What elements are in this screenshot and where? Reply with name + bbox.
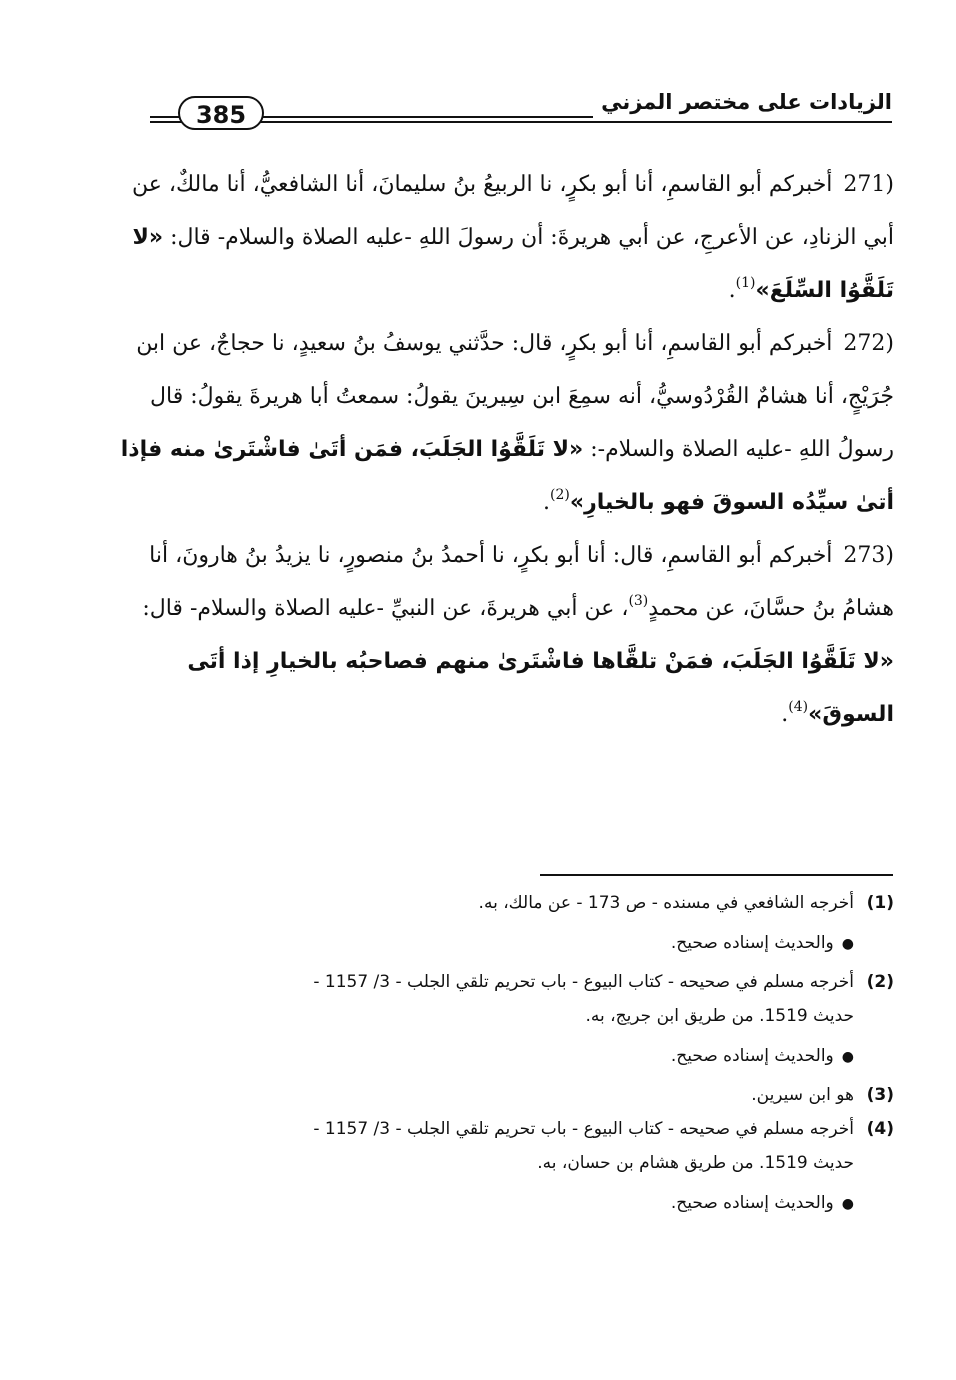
hadith-273 [118, 529, 894, 741]
footnote-line: أخرجه مسلم في صحيحه - كتاب البيوع - باب تحريم تلقي الجلب - 3/ 1157 - [313, 1119, 854, 1139]
footnote-grading [150, 926, 854, 961]
footnote-ref[interactable]: (4) [788, 699, 809, 716]
hadith-matn: «لا تَلَقَّوُا الجَلَبَ، فمَن أتَىٰ فاشْتَرىٰ منه فإذا أتىٰ سيِّدُه السوقَ فهو بالخيارِ» [120, 437, 894, 515]
grading-text: والحديث إسناده صحيح. [670, 1193, 834, 1213]
bullet-icon: ● [841, 936, 854, 952]
footnote-1 [150, 886, 894, 961]
footnote-ref[interactable]: (3) [628, 593, 649, 610]
hadith-number: 271) [843, 172, 894, 197]
footnote-number: (1) [866, 893, 894, 913]
hadith-271 [118, 158, 894, 317]
grading-text: والحديث إسناده صحيح. [670, 933, 834, 953]
bullet-icon: ● [841, 1049, 854, 1065]
footnote-4 [150, 1112, 894, 1221]
footnote-line: حديث 1519. من طريق هشام بن حسان، به. [537, 1153, 854, 1173]
footnotes [150, 886, 894, 1221]
footnote-number: (3) [866, 1085, 894, 1105]
sentence-end: . [728, 278, 736, 303]
hadith-number: 273) [843, 543, 894, 568]
footnote-grading [150, 1186, 854, 1221]
hadith-text: ، عن أبي هريرةَ، عن النبيِّ -عليه الصلاة والسلام- قال: [142, 596, 629, 621]
running-title: الزيادات على مختصر المزني [593, 86, 892, 118]
footnote-3 [150, 1078, 894, 1112]
page-number: 385 [178, 96, 264, 130]
footnote-ref[interactable]: (1) [735, 275, 756, 292]
hadith-text: أخبركم أبو القاسمِ، قال: أنا أبو بكرٍ، نا أحمدُ بنُ منصورٍ، نا يزيدُ بنُ هارونَ، أنا هشامُ بنُ حسَّانَ، عن محمدٍ [149, 543, 894, 621]
hadith-matn: «لا تَلَقَّوُا السِّلَعَ» [132, 225, 894, 303]
sentence-end: . [543, 490, 551, 515]
footnote-grading [150, 1039, 854, 1074]
hadith-272 [118, 317, 894, 529]
footnote-ref[interactable]: (2) [550, 487, 570, 504]
grading-text: والحديث إسناده صحيح. [670, 1046, 834, 1066]
footnote-2 [150, 965, 894, 1074]
page-header [150, 86, 892, 130]
hadith-text: أخبركم أبو القاسمِ، أنا أبو بكرٍ، نا الربيعُ بنُ سليمانَ، أنا الشافعيُّ، أنا مالكٌ، عن أبي الزنادِ، عن الأعرجِ، عن أبي هريرةَ: أن رسولَ اللهِ -عليه الصلاة والسلام- قال: [131, 172, 894, 250]
hadith-number: 272) [843, 331, 894, 356]
bullet-icon: ● [841, 1196, 854, 1212]
sentence-end: . [781, 702, 789, 727]
main-text [118, 158, 894, 741]
footnote-line: أخرجه مسلم في صحيحه - كتاب البيوع - باب تحريم تلقي الجلب - 3/ 1157 - [313, 972, 854, 992]
footnote-line: هو ابن سيرين. [751, 1085, 854, 1105]
hadith-matn: «لا تَلَقَّوُا الجَلَبَ، فمَنْ تلقَّاها فاشْتَرىٰ منهم فصاحبُه بالخيارِ إذا أتَى السوقَ» [187, 649, 894, 727]
footnote-line: أخرجه الشافعي في مسنده - ص 173 - عن مالك، به. [478, 893, 854, 913]
footnote-separator [540, 874, 893, 876]
footnote-line: حديث 1519. من طريق ابن جريج، به. [585, 1006, 854, 1026]
footnote-number: (2) [866, 972, 894, 992]
footnote-number: (4) [866, 1119, 894, 1139]
hadith-text: أخبركم أبو القاسمِ، أنا أبو بكرٍ، قال: حدَّثني يوسفُ بنُ سعيدٍ، نا حجاجٌ، عن ابن جُرَيْجٍ، أنا هشامٌ القُرْدُوسيُّ، أنه سمِعَ ابن سِيرينَ يقولُ: سمعتُ أبا هريرةَ يقولُ: قال رسولُ اللهِ -عليه الصلاة والسلام-: [136, 331, 894, 462]
